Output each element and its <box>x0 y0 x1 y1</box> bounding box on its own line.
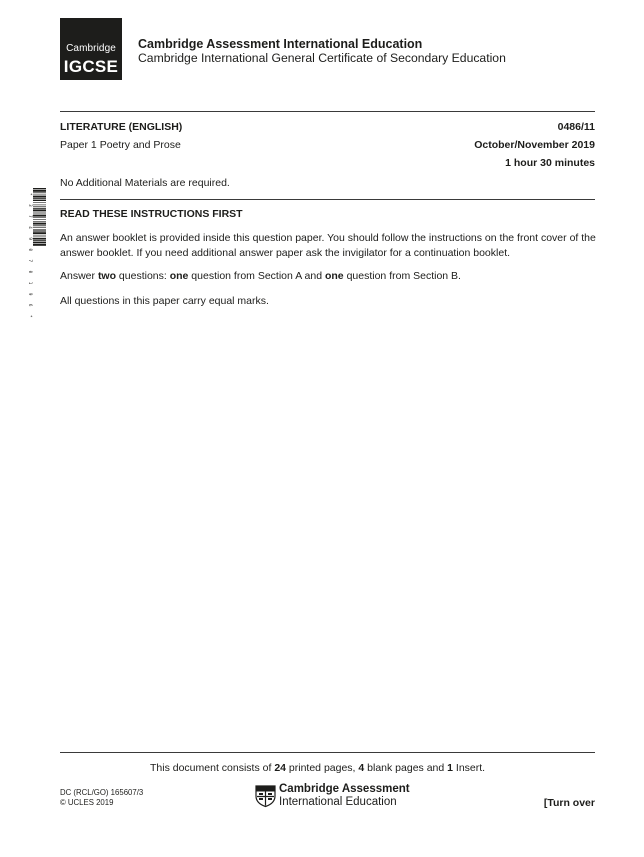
barcode-bar <box>33 221 46 222</box>
barcode-digit: 9 <box>28 237 33 240</box>
exam-duration: 1 hour 30 minutes <box>505 157 595 169</box>
copyright-note: © UCLES 2019 <box>60 798 114 807</box>
instructions-paragraph-1: An answer booklet is provided inside this question paper. You should follow the instructions on the front cover of the answer booklet. If you need additional answer paper ask the invigilator for a continuation booklet. <box>60 232 596 259</box>
exam-session: October/November 2019 <box>474 139 595 151</box>
barcode-digit: 7 <box>28 259 33 263</box>
barcode-bar <box>33 188 46 189</box>
barcode-bar <box>33 200 46 201</box>
page-count-note: This document consists of 24 printed pages, 4 blank pages and 1 Insert. <box>150 762 486 774</box>
barcode-bar <box>33 198 46 199</box>
barcode-digit: 7 <box>28 215 33 218</box>
barcode-digit: * <box>28 193 33 196</box>
barcode-bar <box>33 244 46 246</box>
barcode-bar <box>33 225 46 226</box>
barcode-bar <box>33 217 46 218</box>
logo-cambridge-text: Cambridge <box>66 43 116 54</box>
instructions-paragraph-2: Answer two questions: one question from Section A and one question from Section B. <box>60 270 461 282</box>
barcode-bar <box>33 214 46 215</box>
barcode-bar <box>33 242 46 243</box>
subject-title: LITERATURE (ENGLISH) <box>60 121 183 133</box>
barcode-bar <box>33 206 46 207</box>
barcode-bar <box>33 202 46 203</box>
barcode-bar <box>33 232 46 234</box>
barcode-bar <box>33 235 46 236</box>
barcode-bar <box>33 215 46 217</box>
turn-over-note: [Turn over <box>543 797 595 809</box>
instructions-heading: READ THESE INSTRUCTIONS FIRST <box>60 208 243 220</box>
barcode-bar <box>33 219 46 220</box>
barcode-bar <box>33 230 46 231</box>
instructions-divider <box>60 199 595 200</box>
barcode-bar <box>33 192 46 193</box>
barcode-digit: 1 <box>28 281 33 285</box>
igcse-logo <box>60 18 122 80</box>
barcode-bar <box>33 196 46 198</box>
top-divider <box>60 111 595 112</box>
barcode-digit: 6 <box>28 303 33 307</box>
brand-name-line-2: International Education <box>279 796 397 808</box>
qualification-subtitle: Cambridge International General Certificate of Secondary Education <box>138 51 506 65</box>
barcode-bar <box>33 229 46 230</box>
barcode <box>26 188 46 316</box>
barcode-digit: 3 <box>28 204 33 207</box>
barcode-bar <box>33 212 46 213</box>
brand-name-line-1: Cambridge Assessment <box>279 783 410 795</box>
barcode-bar <box>33 195 46 196</box>
document-reference: DC (RCL/GO) 165607/3 <box>60 788 144 797</box>
barcode-digit: * <box>28 315 33 318</box>
barcode-bar <box>33 190 46 192</box>
instructions-paragraph-3: All questions in this paper carry equal marks. <box>60 295 269 307</box>
barcode-bar <box>33 238 46 240</box>
paper-code: 0486/11 <box>557 121 595 133</box>
barcode-bar <box>33 227 46 228</box>
barcode-bar <box>33 223 46 225</box>
barcode-digit: 0 <box>28 270 33 274</box>
barcode-bar <box>33 205 46 206</box>
materials-note: No Additional Materials are required. <box>60 177 230 189</box>
barcode-bar <box>33 240 46 241</box>
paper-name: Paper 1 Poetry and Prose <box>60 139 181 151</box>
barcode-bar <box>33 209 46 211</box>
barcode-digit: 4 <box>28 226 33 229</box>
barcode-digit: 9 <box>28 292 33 296</box>
barcode-bar <box>33 237 46 238</box>
cambridge-crest-icon <box>255 785 276 807</box>
barcode-bar <box>33 208 46 209</box>
footer-divider <box>60 752 595 753</box>
logo-igcse-text: IGCSE <box>63 57 119 76</box>
organisation-title: Cambridge Assessment International Education <box>138 37 423 51</box>
barcode-digit: 0 <box>28 248 33 251</box>
